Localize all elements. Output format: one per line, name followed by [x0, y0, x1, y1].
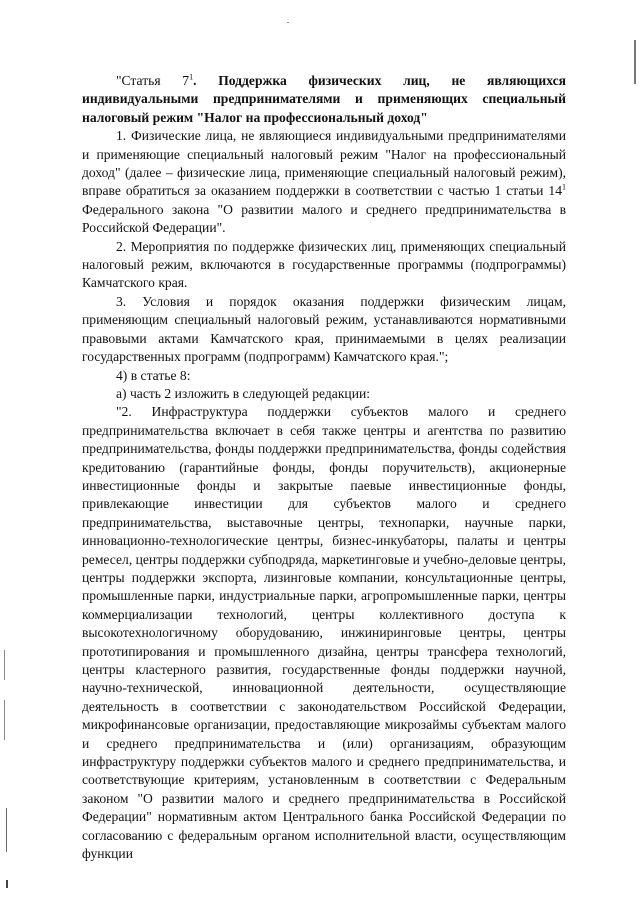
paragraph-1-text-before: 1. Физические лица, не являющиеся индивидуальными предпринимателями и применяющие специальный налоговый режим "Налог на профессиональный доход" (далее – физические лица, применяющие специальный налоговый режим), вправе обратиться за оказанием поддержки в соответствии с частью 1 статьи 14 [82, 128, 566, 199]
article-heading-title: Поддержка физических лиц, не являющихся индивидуальными предпринимателями и применяющих специальный налоговый режим "Налог на профессиональный доход" [82, 73, 566, 125]
paragraph-4: 4) в статье 8: [116, 367, 191, 383]
article-heading-prefix: "Статья 7 [116, 73, 190, 88]
document-body [82, 72, 566, 863]
paragraph-1 [82, 127, 566, 237]
scan-artifact-left-1 [4, 650, 5, 680]
paragraph-3: 3. Условия и порядок оказания поддержки физическим лицам, применяющим специальный налоговый режим, устанавливаются нормативными правовыми актами Камчатского края, принимаемыми в целях реализации государственных программ (подпрограмм) Камчатского края."; [82, 293, 566, 365]
article-heading-dot: . [193, 73, 219, 88]
scan-artifact-left-2 [4, 700, 5, 740]
scan-artifact-left-4 [6, 880, 8, 888]
article-heading [82, 72, 566, 127]
scan-artifact-right [634, 40, 636, 84]
paragraph-2: 2. Мероприятия по поддержке физических лиц, применяющих специальный налоговый режим, включаются в государственные программы (подпрограммы) Камчатского края. [82, 238, 566, 291]
paragraph-6: "2. Инфраструктура поддержки субъектов малого и среднего предпринимательства включает в себя также центры и агентства по развитию предпринимательства, фонды поддержки предпринимательства, фонды содействия кредитованию (гарантийные фонды, фонды поручительств), акционерные инвестиционные фонды и закрытые паевые инвестиционные фонды, привлекающие инвестиции для субъектов малого и среднего предпринимательства, выставочные центры, технопарки, научные парки, инновационно-технологические центры, бизнес-инкубаторы, палаты и центры ремесел, центры поддержки субподряда, маркетинговые и учебно-деловые центры, центры поддержки экспорта, лизинговые компании, консультационные центры, промышленные парки, индустриальные парки, агропромышленные парки, центры коммерциализации технологий, центры коллективного доступа к высокотехнологичному оборудованию, инжиниринговые центры, центры прототипирования и промышленного дизайна, центры трансфера технологий, центры кластерного развития, государственные фонды поддержки научной, научно-технической, инновационной деятельности, осуществляющие деятельность в соответствии с законодательством Российской Федерации, микрофинансовые организации, предоставляющие микрозаймы субъектам малого и среднего предпринимательства и (или) организациям, образующим инфраструктуру поддержки субъектов малого и среднего предпринимательства, и соответствующие критериям, установленным в соответствии с Федеральным законом "О развитии малого и среднего предпринимательства в Российской Федерации" нормативным актом Центрального банка Российской Федерации по согласованию с федеральным органом исполнительной власти, осуществляющим функции [82, 404, 566, 862]
scan-artifact-top [287, 22, 289, 23]
paragraph-1-superscript: 1 [562, 182, 566, 192]
scan-artifact-left-3 [6, 808, 7, 852]
article-heading-superscript: 1 [189, 72, 194, 82]
paragraph-5: а) часть 2 изложить в следующей редакции: [116, 385, 371, 401]
paragraph-1-text-after: Федерального закона "О развитии малого и среднего предпринимательства в Российской Федерации". [82, 201, 566, 236]
